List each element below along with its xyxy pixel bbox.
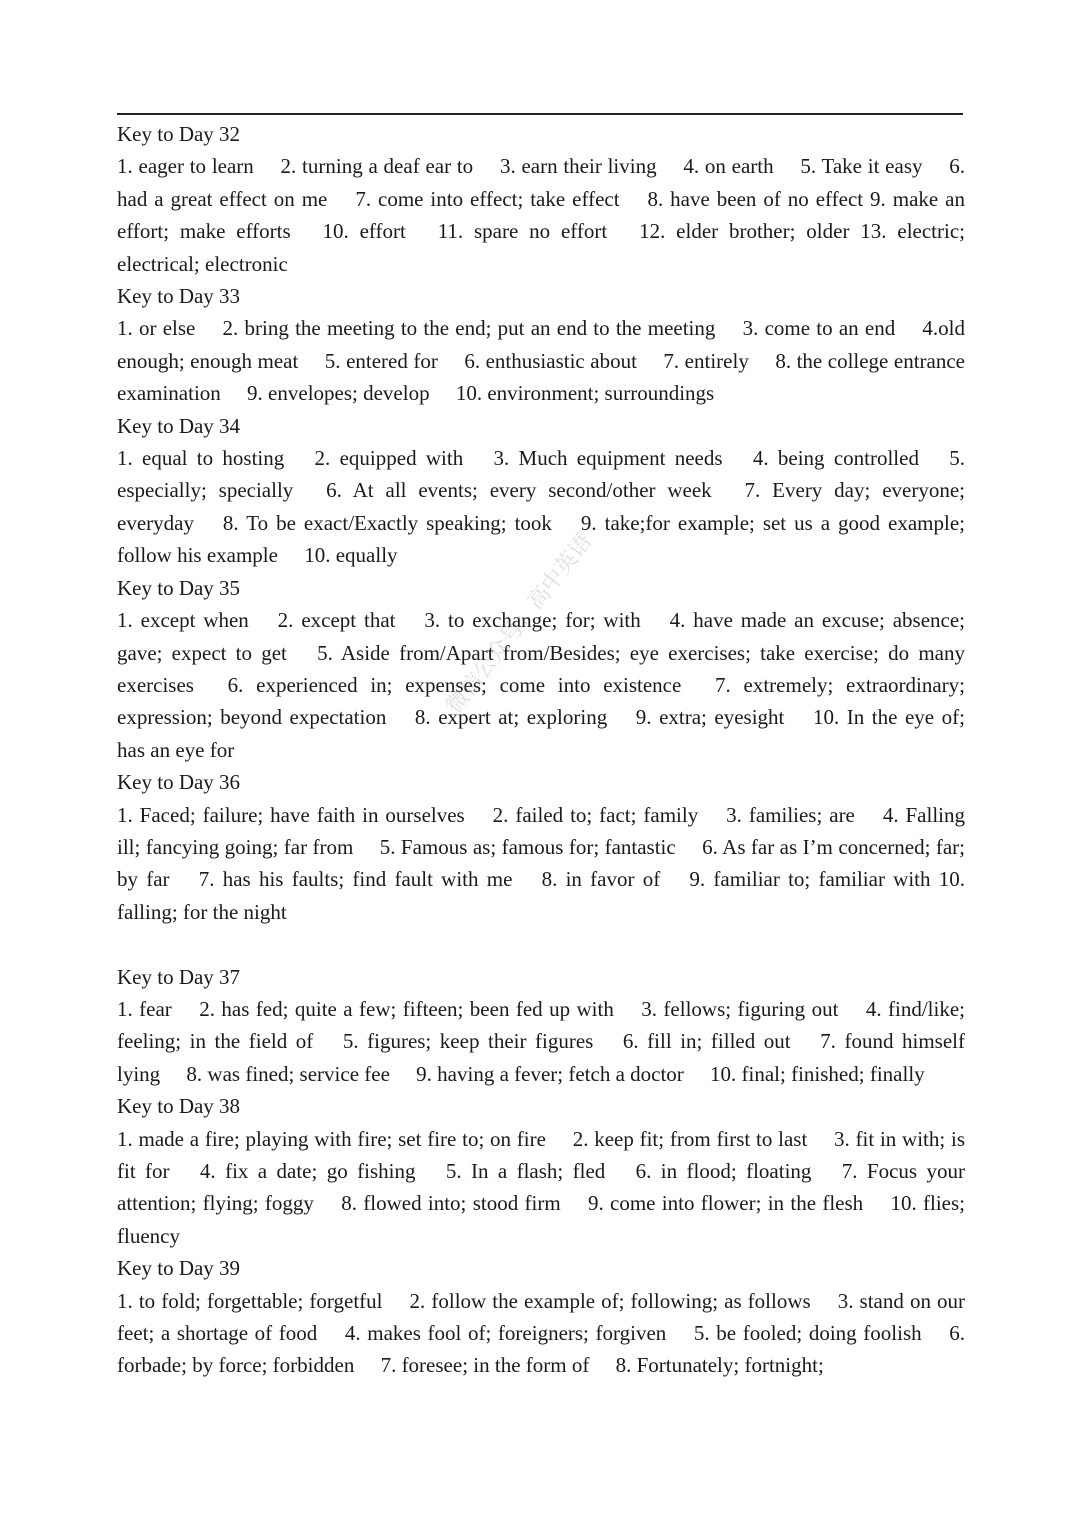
day-answers: 1. equal to hosting 2. equipped with 3. Much equipment needs 4. being controlled 5. especially; specially 6. At all events; every second/other week 7. Every day; everyone; everyday 8. To be exact/Exactly speaking; took 9. take;for example; set us a good example; follow his example 10. equally xyxy=(117,446,965,568)
day-34-section xyxy=(117,410,965,572)
day-37-section xyxy=(117,961,965,1091)
day-35-section xyxy=(117,572,965,766)
day-heading: Key to Day 35 xyxy=(117,575,241,600)
day-33-section xyxy=(117,280,965,410)
top-rule xyxy=(117,113,963,115)
day-32-section xyxy=(117,118,965,280)
day-39-section xyxy=(117,1252,965,1382)
day-heading: Key to Day 34 xyxy=(117,413,241,438)
day-answers: 1. Faced; failure; have faith in ourselves 2. failed to; fact; family 3. families; are 4. Falling ill; fancying going; far from 5. Famous as; famous for; fantastic 6. As far as I’m concerned; far; by far 7. has his faults; find fault with me 8. in favor of 9. familiar to; familiar with 10. falling; for the night xyxy=(117,802,965,924)
day-answers: 1. or else 2. bring the meeting to the end; put an end to the meeting 3. come to an end 4.old enough; enough meat 5. entered for 6. enthusiastic about 7. entirely 8. the college entrance examination 9. envelopes; develop 10. environment; surroundings xyxy=(117,316,965,406)
blank-line xyxy=(117,928,965,960)
day-heading: Key to Day 33 xyxy=(117,284,241,309)
day-answers: 1. made a fire; playing with fire; set fire to; on fire 2. keep fit; from first to last 3. fit in with; is fit for 4. fix a date; go fishing 5. In a flash; fled 6. in flood; floating 7. Focus your attention; flying; foggy 8. flowed into; stood firm 9. come into flower; in the flesh 10. flies; fluency xyxy=(117,1126,965,1248)
day-heading: Key to Day 36 xyxy=(117,770,241,795)
day-answers: 1. to fold; forgettable; forgetful 2. follow the example of; following; as follows 3. stand on our feet; a shortage of food 4. makes fool of; foreigners; forgiven 5. be fooled; doing foolish 6. forbade; by force; forbidden 7. foresee; in the form of 8. Fortunately; fortnight; xyxy=(117,1288,965,1378)
day-heading: Key to Day 38 xyxy=(117,1094,241,1119)
day-answers: 1. eager to learn 2. turning a deaf ear to 3. earn their living 4. on earth 5. Take it easy 6. had a great effect on me 7. come into effect; take effect 8. have been of no effect 9. make an effort; make efforts 10. effort 11. spare no effort 12. elder brother; older 13. electric; electrical; electronic xyxy=(117,154,965,276)
day-heading: Key to Day 37 xyxy=(117,964,241,989)
day-36-section xyxy=(117,766,965,928)
answer-key-content xyxy=(117,118,965,1382)
watermark: 微信公众号：高中英语 xyxy=(441,529,598,719)
day-heading: Key to Day 32 xyxy=(117,122,241,146)
day-answers: 1. except when 2. except that 3. to exchange; for; with 4. have made an excuse; absence; gave; expect to get 5. Aside from/Apart from/Besides; eye exercises; take exercise; do many exercises 6. experienced in; expenses; come into existence 7. extremely; extraordinary; expression; beyond expectation 8. expert at; exploring 9. extra; eyesight 10. In the eye of; has an eye for xyxy=(117,608,965,762)
day-answers: 1. fear 2. has fed; quite a few; fifteen; been fed up with 3. fellows; figuring out 4. find/like; feeling; in the field of 5. figures; keep their figures 6. fill in; filled out 7. found himself lying 8. was fined; service fee 9. having a fever; fetch a doctor 10. final; finished; finally xyxy=(117,996,965,1086)
day-38-section xyxy=(117,1090,965,1252)
day-heading: Key to Day 39 xyxy=(117,1256,241,1281)
